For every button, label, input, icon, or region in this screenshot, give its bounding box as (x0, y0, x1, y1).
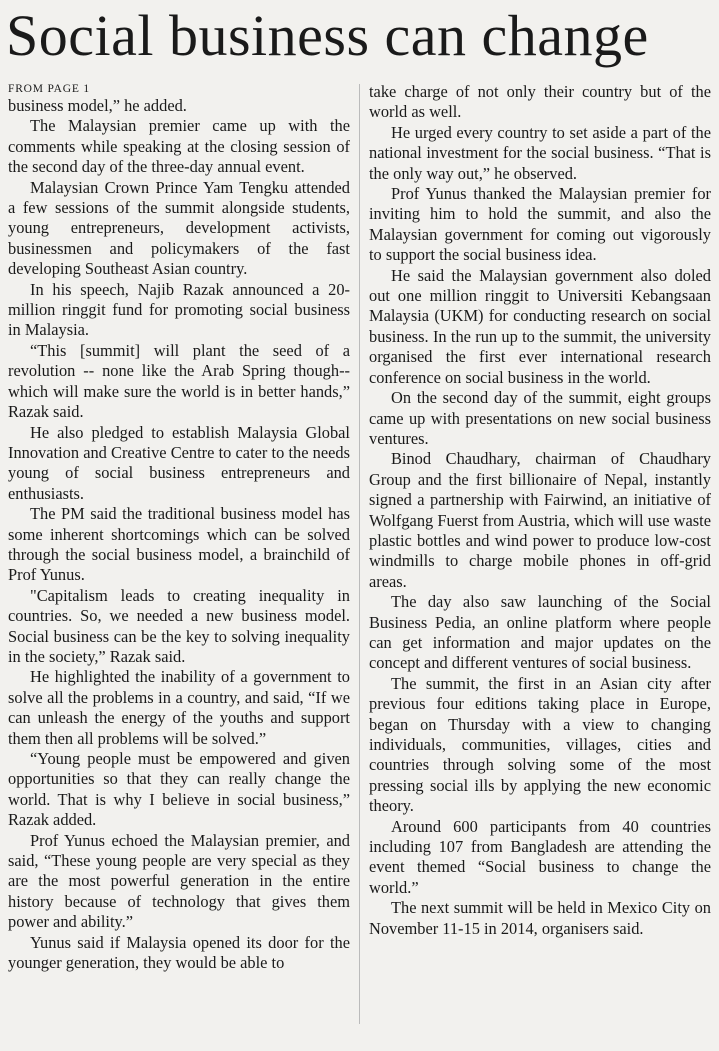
paragraph: Malaysian Crown Prince Yam Tengku attended a few sessions of the summit alongside students, young entrepreneurs, development activists, businessmen and policymakers of the fast developing Southeast Asian country. (8, 177, 350, 279)
paragraph: In his speech, Najib Razak announced a 20-million ringgit fund for promoting social business in Malaysia. (8, 279, 350, 340)
paragraph: take charge of not only their country but of the world as well. (369, 82, 711, 122)
paragraph: The summit, the first in an Asian city after previous four editions taking place in Europe, began on Thursday with a view to changing individuals, communities, villages, cities and countries through solving some of the most pressing social ills by applying the new economic theory. (369, 673, 711, 816)
paragraph: "Capitalism leads to creating inequality in countries. So, we needed a new business model. Social business can be the key to solving inequality in the society,” Razak said. (8, 585, 350, 666)
paragraph: He said the Malaysian government also doled out one million ringgit to Universiti Kebangsaan Malaysia (UKM) for conducting research on social business. In the run up to the summit, the university organised the first ever international research conference on social business in the world. (369, 265, 711, 387)
paragraph: The day also saw launching of the Social Business Pedia, an online platform where people can get information and major updates on the concept and different ventures of social business. (369, 592, 711, 673)
paragraph: The PM said the traditional business model has some inherent shortcomings which can be solved through the social business model, a brainchild of Prof Yunus. (8, 504, 350, 585)
paragraph: The Malaysian premier came up with the comments while speaking at the closing session of the second day of the three-day annual event. (8, 116, 350, 177)
paragraph: Binod Chaudhary, chairman of Chaudhary Group and the first billionaire of Nepal, instantly signed a partnership with Fairwind, an initiative of Wolfgang Fuerst from Austria, which will use waste plastic bottles and wind power to produce low-cost windmills to charge mobile phones in off-grid areas. (369, 449, 711, 591)
paragraph: He highlighted the inability of a government to solve all the problems in a country, and said, “If we can unleash the energy of the youths and support them then all problems will be solved.” (8, 667, 350, 748)
paragraph: “Young people must be empowered and given opportunities so that they can really change the world. That is why I believe in social business,” Razak added. (8, 749, 350, 830)
paragraph: Prof Yunus thanked the Malaysian premier for inviting him to hold the summit, and also the Malaysian government for coming out vigorously to support the social business idea. (369, 184, 711, 265)
paragraph: Around 600 participants from 40 countries including 107 from Bangladesh are attending the event themed “Social business to change the world.” (369, 816, 711, 897)
paragraph: Yunus said if Malaysia opened its door for the younger generation, they would be able to (8, 932, 350, 973)
paragraph: He also pledged to establish Malaysia Global Innovation and Creative Centre to cater to the needs young of social business entrepreneurs and enthusiasts. (8, 422, 350, 503)
paragraph: business model,” he added. (8, 96, 187, 115)
left-column (8, 82, 350, 973)
paragraph: “This [summit] will plant the seed of a revolution -- none like the Arab Spring though-- which will make sure the world is in better hands,” Razak said. (8, 340, 350, 422)
right-column (369, 82, 711, 939)
headline: Social business can change (6, 3, 649, 68)
paragraph: He urged every country to set aside a part of the national investment for the social business. “That is the only way out,” he observed. (369, 122, 711, 183)
paragraph: Prof Yunus echoed the Malaysian premier, and said, “These young people are very special as they are the most powerful generation in the entire history because of technology that gives them power and ability.” (8, 830, 350, 932)
paragraph: On the second day of the summit, eight groups came up with presentations on new social business ventures. (369, 388, 711, 448)
column-divider (359, 84, 360, 1024)
paragraph: The next summit will be held in Mexico City on November 11-15 in 2014, organisers said. (369, 898, 711, 938)
from-page-label: FROM PAGE 1 (8, 83, 90, 95)
